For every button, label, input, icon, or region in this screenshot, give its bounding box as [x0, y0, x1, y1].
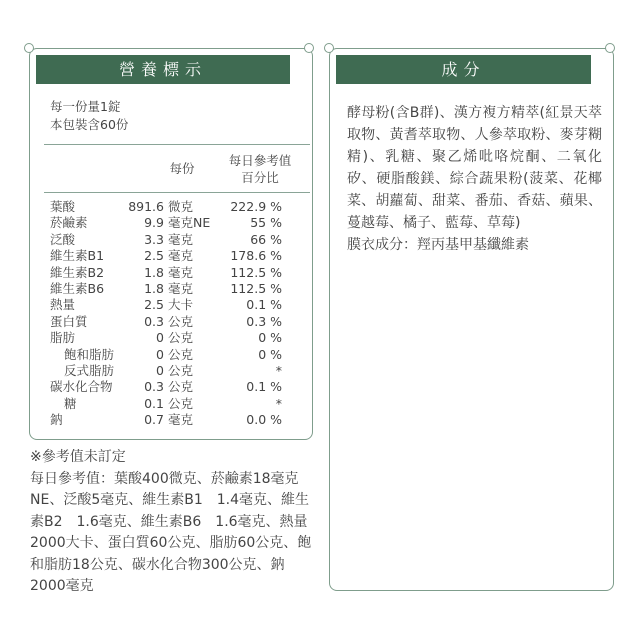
nutrition-row [0, 314, 312, 330]
nutrient-name: 菸鹼素 [50, 215, 88, 231]
nutrient-unit: 毫克 [168, 412, 194, 428]
col-daily-value-line2: 百分比 [241, 170, 279, 185]
nutrient-amount: 891.6 [128, 199, 164, 214]
nutrient-daily-value: * [275, 395, 282, 411]
nutrient-amount: 0.3 [144, 379, 164, 395]
nutrient-amount: 2.5 [144, 297, 164, 313]
nutrient-unit: 大卡 [168, 297, 194, 313]
nutrient-daily-value: 66 % [250, 231, 282, 247]
col-daily-value-line1: 每日參考值 [228, 153, 292, 168]
nutrient-name: 脂肪 [50, 330, 76, 346]
panel-corner-decoration [605, 43, 615, 53]
ingredients-header: 成分 [336, 55, 591, 84]
divider [44, 192, 310, 193]
nutrient-unit: 公克 [168, 379, 194, 395]
nutrition-row [0, 347, 312, 363]
nutrient-unit: 公克 [168, 363, 194, 378]
nutrition-row [0, 215, 312, 231]
nutrient-daily-value: * [275, 363, 282, 378]
nutrient-amount: 0 [156, 363, 164, 378]
nutrient-amount: 1.8 [144, 264, 164, 280]
nutrition-row [0, 297, 312, 313]
nutrient-amount: 0.7 [144, 412, 164, 428]
col-daily-value [216, 152, 304, 186]
nutrition-row [0, 330, 312, 346]
nutrient-amount: 0.3 [144, 313, 164, 329]
nutrition-row [0, 412, 312, 428]
nutrient-name: 維生素B6 [50, 281, 105, 296]
panel-corner-decoration [324, 43, 334, 53]
ingredients-text-block [347, 102, 602, 256]
nutrient-amount: 9.9 [144, 215, 164, 231]
nutrition-row [0, 379, 312, 395]
nutrient-unit: 毫克 [168, 231, 194, 247]
nutrition-row [0, 265, 312, 281]
nutrient-unit: 公克 [168, 313, 194, 329]
nutrient-unit: 公克 [168, 330, 194, 346]
nutrient-daily-value: 0.1 % [246, 379, 282, 395]
nutrition-row [0, 363, 312, 379]
nutrient-daily-value: 0.1 % [246, 297, 282, 313]
nutrient-amount: 2.5 [144, 248, 164, 264]
nutrition-row [0, 281, 312, 297]
nutrition-row [0, 248, 312, 264]
nutrient-name: 飽和脂肪 [64, 346, 115, 362]
nutrient-name: 碳水化合物 [50, 379, 113, 395]
panel-corner-decoration [304, 43, 314, 53]
nutrient-name: 維生素B2 [50, 264, 105, 280]
nutrition-row [0, 232, 312, 248]
nutrient-name: 蛋白質 [50, 313, 88, 329]
col-per-serving: 每份 [169, 161, 195, 176]
nutrient-unit: 毫克 [168, 281, 194, 296]
reference-note-values: 每日參考值：葉酸400微克、菸鹼素18毫克NE、泛酸5毫克、維生素B1 1.4毫克、維生素B2 1.6毫克、維生素B6 1.6毫克、熱量2000大卡、蛋白質60公克、脂肪60公克、飽和脂肪18公克、碳水化合物300公克、鈉2000毫克 [30, 470, 312, 594]
nutrient-unit: 公克 [168, 395, 194, 411]
panel-corner-decoration [24, 43, 34, 53]
nutrient-name: 熱量 [50, 297, 76, 313]
nutrient-name: 維生素B1 [50, 248, 105, 264]
nutrient-unit: 毫克 [168, 248, 194, 264]
nutrient-daily-value: 55 % [250, 215, 282, 231]
coating-info: 膜衣成分：羥丙基甲基纖維素 [347, 237, 529, 253]
nutrition-row [0, 396, 312, 412]
nutrient-amount: 0 [156, 330, 164, 346]
ingredients-list: 酵母粉(含B群)、漢方複方精萃(紅景天萃取物、黃耆萃取物、人參萃取粉、麥芽糊精)、乳糖、聚乙烯吡咯烷酮、二氧化矽、硬脂酸鎂、綜合蔬果粉(菠菜、花椰菜、胡蘿蔔、甜菜、番茄、香菇、蘋果、蔓越莓、橘子、藍莓、草莓) [347, 105, 602, 231]
serving-info [50, 98, 128, 134]
nutrient-name: 糖 [64, 395, 77, 411]
nutrient-amount: 0 [156, 346, 164, 362]
nutrient-name: 泛酸 [50, 231, 76, 247]
nutrient-unit: 毫克NE [168, 215, 211, 231]
nutrient-daily-value: 0.0 % [246, 412, 282, 428]
nutrient-daily-value: 178.6 % [230, 248, 282, 264]
serving-size: 每一份量1錠 [50, 99, 121, 114]
reference-note-title: ※參考值未訂定 [30, 449, 126, 465]
nutrient-amount: 0.1 [144, 395, 164, 411]
nutrient-amount: 1.8 [144, 281, 164, 296]
nutrition-row [0, 199, 312, 215]
nutrient-unit: 微克 [168, 199, 194, 214]
servings-per-pack: 本包裝含60份 [50, 117, 129, 132]
nutrient-name: 葉酸 [50, 199, 76, 214]
nutrient-daily-value: 0 % [258, 330, 282, 346]
divider [44, 144, 310, 145]
nutrient-amount: 3.3 [144, 231, 164, 247]
nutrient-daily-value: 0 % [258, 346, 282, 362]
reference-notes [30, 447, 315, 598]
nutrition-header: 營養標示 [36, 55, 290, 84]
nutrient-name: 反式脂肪 [64, 363, 115, 378]
nutrient-name: 鈉 [50, 412, 63, 428]
nutrient-daily-value: 112.5 % [230, 264, 282, 280]
nutrient-daily-value: 0.3 % [246, 313, 282, 329]
nutrient-unit: 毫克 [168, 264, 194, 280]
nutrient-unit: 公克 [168, 346, 194, 362]
nutrient-daily-value: 112.5 % [230, 281, 282, 296]
nutrient-daily-value: 222.9 % [230, 199, 282, 214]
